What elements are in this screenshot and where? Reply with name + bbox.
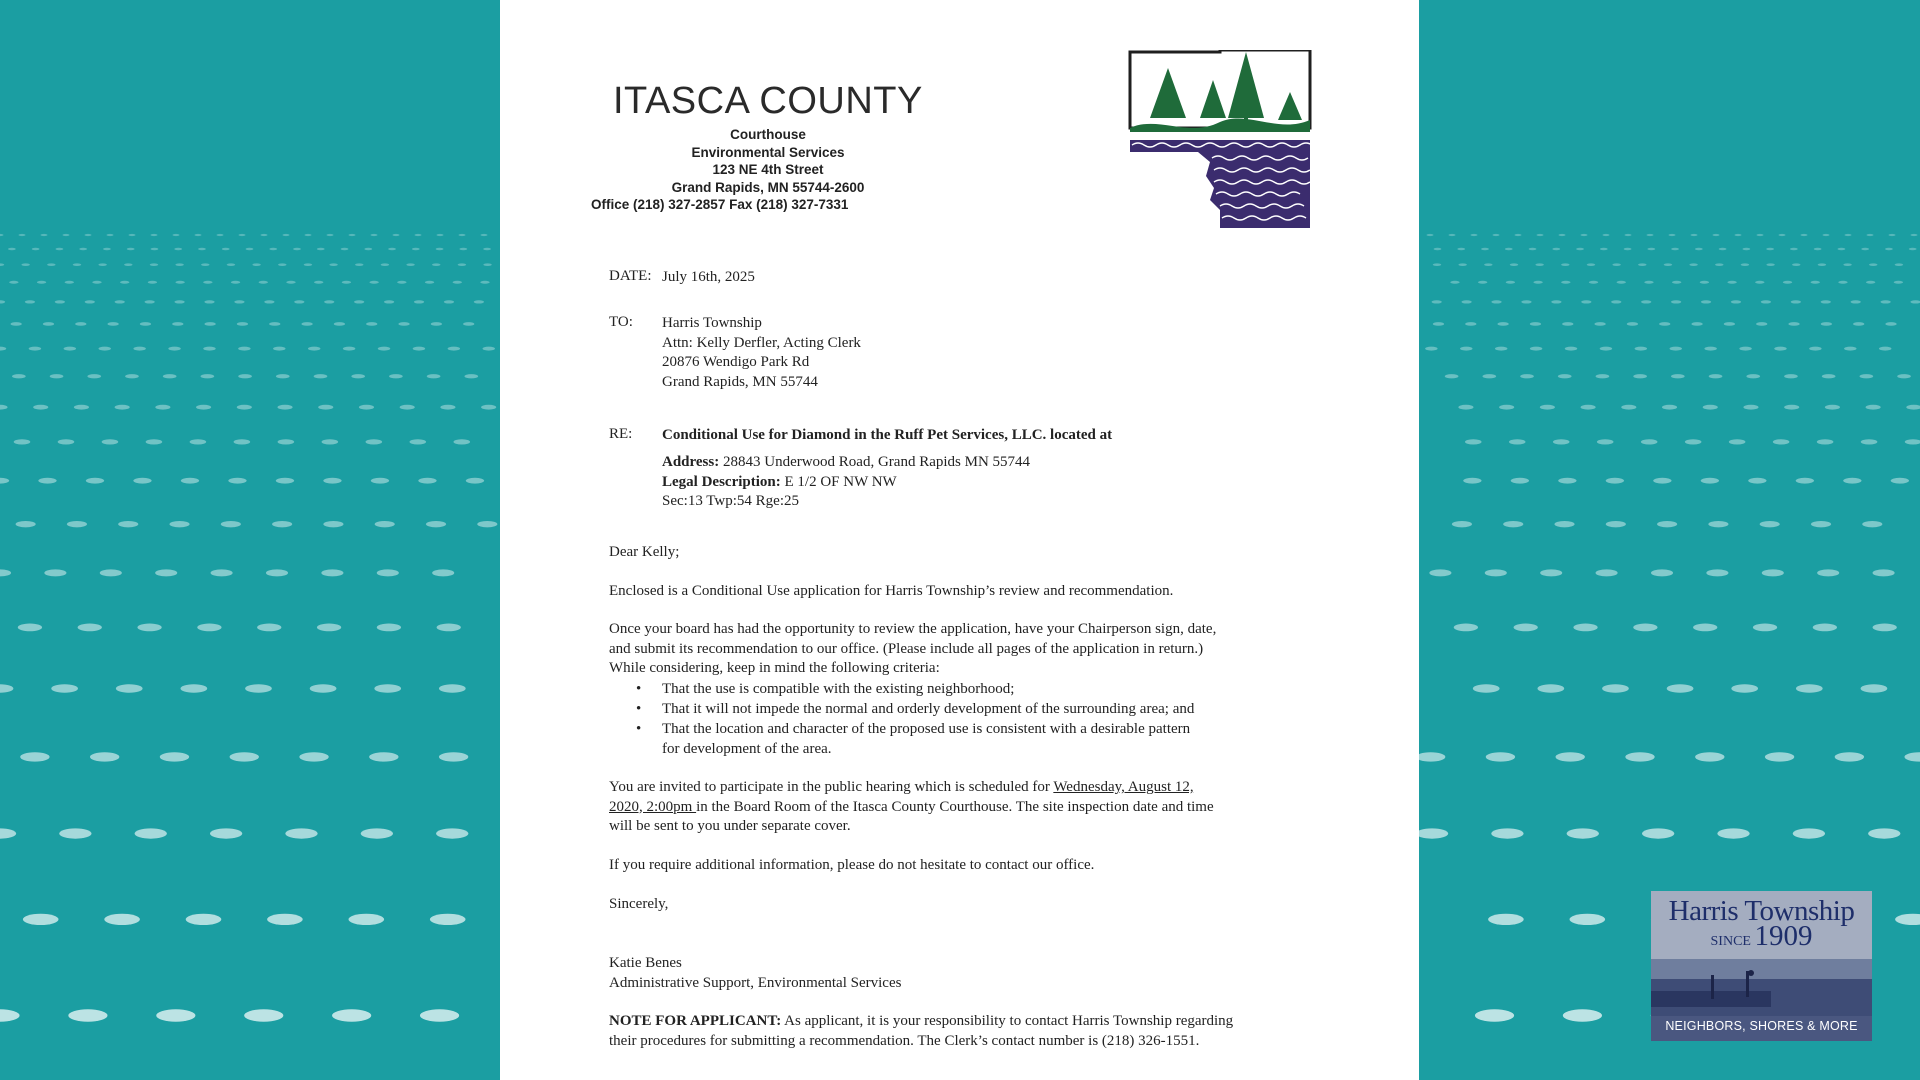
- paragraph-line: While considering, keep in mind the following criteria:: [609, 660, 940, 676]
- date-value: July 16th, 2025: [662, 269, 755, 285]
- letterhead-line: 123 NE 4th Street: [712, 162, 824, 177]
- itasca-county-logo: [1128, 50, 1313, 230]
- legal-value: E 1/2 OF NW NW: [780, 473, 897, 490]
- county-name: ITASCA COUNTY: [613, 80, 923, 122]
- re-label: RE:: [609, 426, 633, 442]
- stamp-since: SINCE 1909: [1710, 920, 1813, 952]
- hearing-time: 2020, 2:00pm: [609, 798, 697, 815]
- criteria-list: [609, 679, 1194, 759]
- criteria-item: • That the use is compatible with the existing neighborhood;: [636, 681, 1015, 697]
- letterhead-address: [591, 126, 928, 214]
- recipient-block: [662, 314, 861, 392]
- paragraph-enclosed: Enclosed is a Conditional Use application for Harris Township’s review and recommendation.: [609, 583, 1174, 599]
- paragraph-line: and submit its recommendation to our office. (Please include all pages of the application in return.): [609, 640, 1204, 657]
- recipient-line: Attn: Kelly Derfler, Acting Clerk: [662, 334, 861, 351]
- recipient-line: 20876 Wendigo Park Rd: [662, 354, 810, 370]
- stamp-name: Harris Township: [1668, 895, 1855, 927]
- signer-name: Katie Benes: [609, 955, 682, 971]
- criteria-item: • That it will not impede the normal and orderly development of the surrounding area; and: [636, 701, 1195, 717]
- paragraph-review: [609, 620, 1216, 679]
- re-subject: Conditional Use for Diamond in the Ruff Pet Services, LLC. located at: [662, 427, 1113, 443]
- address-label: Address:: [662, 454, 720, 470]
- letterhead-line: Courthouse: [730, 127, 806, 142]
- stamp-tagline: NEIGHBORS, SHORES & MORE: [1665, 1019, 1858, 1033]
- re-details: [662, 453, 1030, 512]
- signature-block: [609, 954, 901, 993]
- hearing-date: Wednesday, August 12,: [1053, 779, 1194, 795]
- to-label: TO:: [609, 314, 633, 330]
- signer-title: Administrative Support, Environmental Services: [609, 974, 902, 991]
- note-label: NOTE FOR APPLICANT:: [609, 1013, 782, 1029]
- paragraph-line: Once your board has had the opportunity to review the application, have your Chairperson sign, date,: [609, 621, 1217, 637]
- address-value: 28843 Underwood Road, Grand Rapids MN 55744: [719, 454, 1031, 470]
- harris-township-logo: [1651, 891, 1872, 1041]
- letterhead-line: Grand Rapids, MN 55744-2600: [671, 179, 865, 195]
- office-phone-fax: Office (218) 327-2857 Fax (218) 327-7331: [591, 197, 849, 212]
- criteria-item: • That the location and character of the proposed use is consistent with a desirable pattern for development of the area.: [636, 721, 1191, 757]
- letter-document: [500, 0, 1419, 1080]
- date-label: DATE:: [609, 268, 652, 284]
- section-township-range: Sec:13 Twp:54 Rge:25: [662, 493, 799, 509]
- paragraph-hearing: You are invited to participate in the public hearing which is scheduled for Wednesday, August 12, 2020, 2:00pm in the Board Room of the Itasca County Courthouse. The site inspection date and time will be sent to you under separate cover.: [609, 779, 1214, 834]
- recipient-line: Harris Township: [662, 315, 762, 331]
- recipient-line: Grand Rapids, MN 55744: [662, 373, 818, 390]
- applicant-note: NOTE FOR APPLICANT: As applicant, it is your responsibility to contact Harris Township regarding their procedures for submitting a recommendation. The Clerk’s contact number is (218) 326-1551.: [609, 1013, 1234, 1049]
- salutation: Dear Kelly;: [609, 544, 680, 560]
- legal-label: Legal Description:: [662, 473, 781, 490]
- paragraph-contact: If you require additional information, please do not hesitate to contact our office.: [609, 857, 1095, 873]
- closing: Sincerely,: [609, 896, 669, 912]
- letterhead-line: Environmental Services: [691, 144, 845, 160]
